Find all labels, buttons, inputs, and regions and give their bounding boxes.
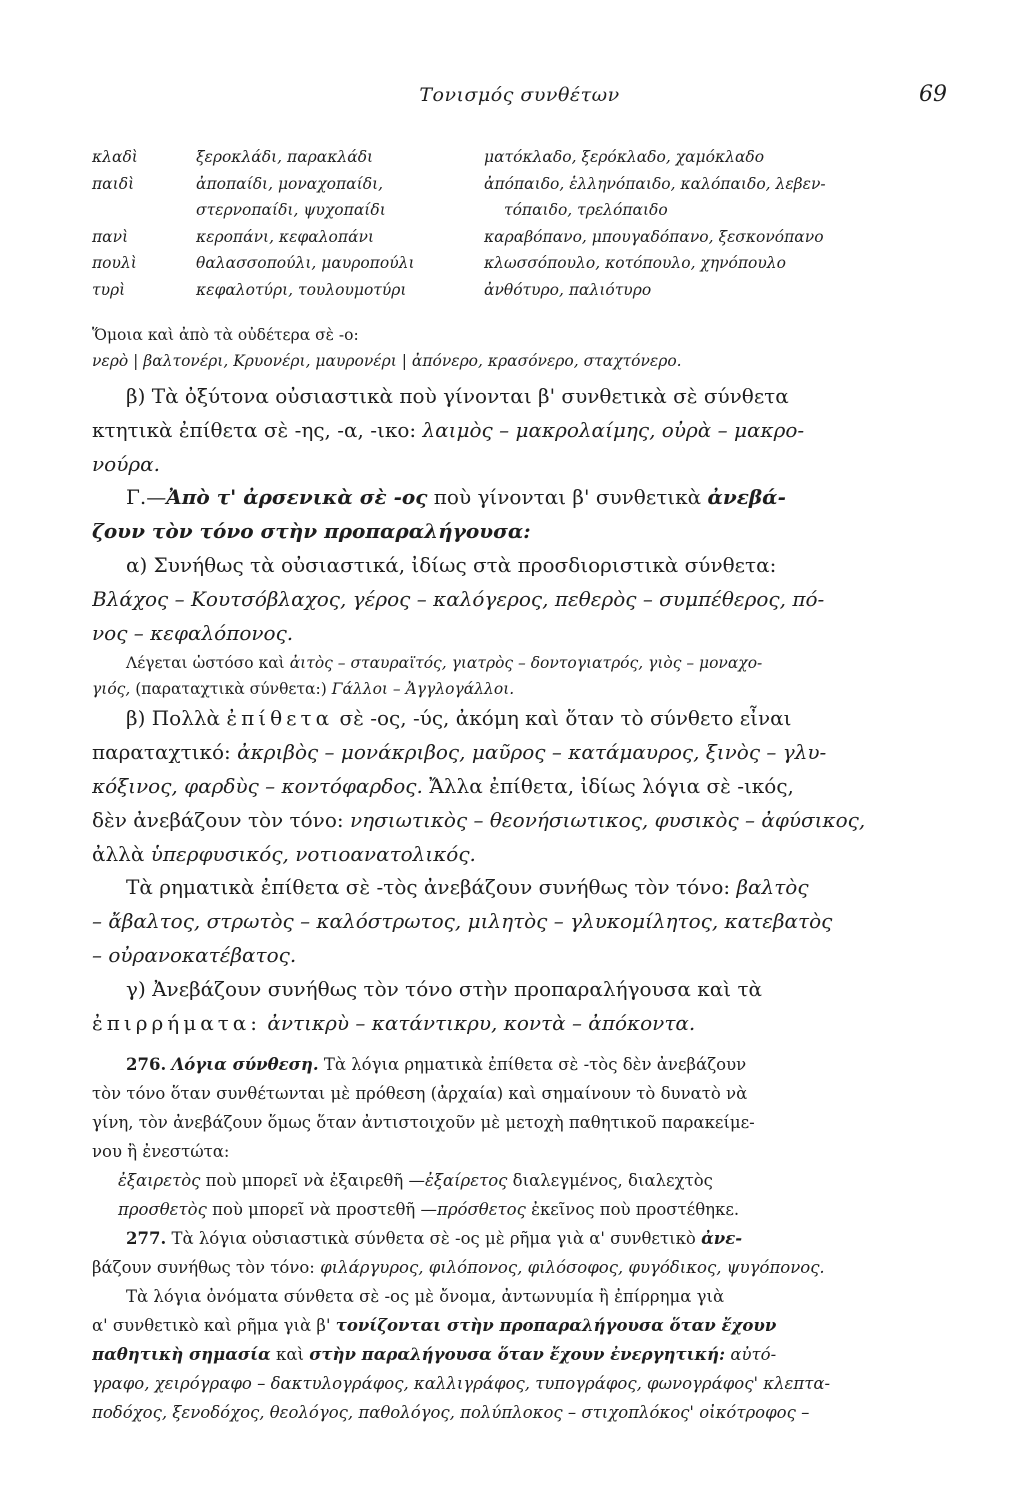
text-line: ἀλλὰ ὑπερφυσικός, νοτιοανατολικός. xyxy=(92,841,476,866)
text-line: ζουν τὸν τόνο στὴν προπαραλήγουσα: xyxy=(92,519,531,544)
compound-words: κεροπάνι, κεφαλοπάνι xyxy=(196,227,375,246)
text-line: – οὐρανοκατέβατος. xyxy=(92,942,297,967)
paroxytone-words: καραβόπανο, μπουγαδόπανο, ξεσκονόπανο xyxy=(484,227,824,246)
text-line: παθητικὴ σημασία καὶ στὴν παραλήγουσα ὅταν ἔχουν ἐνεργητική: αὐτό- xyxy=(92,1345,777,1365)
base-word: πουλὶ xyxy=(92,254,137,272)
text-line: γίνη, τὸν ἀνεβάζουν ὅμως ὅταν ἀντιστοιχοῦν μὲ μετοχὴ παθητικοῦ παρακείμε- xyxy=(92,1113,755,1133)
compound-words: θαλασσοπούλι, μαυροπούλι xyxy=(196,254,415,272)
table-row xyxy=(92,254,952,281)
text-line: νου ἢ ἐνεστώτα: xyxy=(92,1142,230,1162)
base-word: κλαδὶ xyxy=(92,148,138,166)
base-word: παιδὶ xyxy=(92,174,135,193)
text-line: α) Συνήθως τὰ οὐσιαστικά, ἰδίως στὰ προσδιοριστικὰ σύνθετα: xyxy=(126,552,777,577)
page-number: 69 xyxy=(919,82,947,107)
text-line: γραφο, χειρόγραφο – δακτυλογράφος, καλλιγράφος, τυπογράφος, φωνογράφος' κλεπτα- xyxy=(92,1374,831,1394)
text-line: Βλάχος – Κουτσόβλαχος, γέρος – καλόγερος, πεθερὸς – συμπέθερος, πό- xyxy=(92,586,825,611)
text-line: β) Τὰ ὀξύτονα οὐσιαστικὰ ποὺ γίνονται β' συνθετικὰ σὲ σύνθετα xyxy=(126,384,789,408)
table-row xyxy=(92,201,952,228)
text-line: δὲν ἀνεβάζουν τὸν τόνο: νησιωτικὸς – θεονήσιωτικος, φυσικὸς – ἀφύσικος, xyxy=(92,807,866,832)
table-row xyxy=(92,228,952,255)
paroxytone-words: ἀνθότυρο, παλιότυρο xyxy=(484,280,652,299)
paroxytone-words: κλωσσόπουλο, κοτόπουλο, χηνόπουλο xyxy=(484,254,786,272)
running-title: Τονισμός συνθέτων xyxy=(419,84,620,106)
text-line: ἐξαιρετὸς ποὺ μπορεῖ νὰ ἐξαιρεθῆ —ἐξαίρετος διαλεγμένος, διαλεχτὸς xyxy=(118,1171,713,1191)
text-line: α' συνθετικὸ καὶ ρῆμα γιὰ β' τονίζονται στὴν προπαραλήγουσα ὅταν ἔχουν xyxy=(92,1316,777,1336)
base-word: τυρὶ xyxy=(92,280,126,299)
text-line: β) Πολλὰ ἐπίθετα σὲ -ος, -ύς, ἀκόμη καὶ ὅταν τὸ σύνθετο εἶναι xyxy=(126,706,792,731)
section-276: 276. Λόγια σύνθεση. Τὰ λόγια ρηματικὰ ἐπίθετα σὲ -τὸς δὲν ἀνεβάζουν xyxy=(126,1055,747,1075)
text-line: παραταχτικό: ἀκριβὸς – μονάκριβος, μαῦρος – κατάμαυρος, ξινὸς – γλυ- xyxy=(92,740,827,765)
table-row xyxy=(92,148,952,175)
text-line: νούρα. xyxy=(92,451,160,476)
section-277: 277. Τὰ λόγια οὐσιαστικὰ σύνθετα σὲ -ος μὲ ρῆμα γιὰ α' συνθετικὸ ἀνε- xyxy=(126,1229,743,1249)
text-line: Τὰ ρηματικὰ ἐπίθετα σὲ -τὸς ἀνεβάζουν συνήθως τὸν τόνο: βαλτὸς xyxy=(126,875,809,900)
body-text xyxy=(92,322,952,1427)
section-heading: Γ.—Ἀπὸ τ' ἀρσενικὰ σὲ -ος ποὺ γίνονται β' συνθετικὰ ἀνεβά- xyxy=(126,485,786,510)
compound-words: κεφαλοτύρι, τουλουμοτύρι xyxy=(196,280,407,299)
text-line: τὸν τόνο ὅταν συνθέτωνται μὲ πρόθεση (ἀρχαία) καὶ σημαίνουν τὸ δυνατὸ νὰ xyxy=(92,1084,748,1104)
text-line: προσθετὸς ποὺ μπορεῖ νὰ προστεθῆ —πρόσθετος ἐκεῖνος ποὺ προστέθηκε. xyxy=(118,1200,740,1220)
text-line: Ὅμοια καὶ ἀπὸ τὰ οὐδέτερα σὲ -ο: xyxy=(92,326,359,344)
text-line: ποδόχος, ξενοδόχος, θεολόγος, παθολόγος, πολύπλοκος – στιχοπλόκος' οἰκότροφος – xyxy=(92,1403,810,1423)
page-header xyxy=(92,84,947,118)
paroxytone-words: ματόκλαδο, ξερόκλαδο, χαμόκλαδο xyxy=(484,148,765,166)
text-line: νερὸ | βαλτονέρι, Κρυονέρι, μαυρονέρι | ἀπόνερο, κρασόνερο, σταχτόνερο. xyxy=(92,352,682,370)
compound-word-table xyxy=(92,148,952,307)
compound-words: στερνοπαίδι, ψυχοπαίδι xyxy=(196,201,386,219)
table-row xyxy=(92,175,952,202)
text-line: νος – κεφαλόπονος. xyxy=(92,620,294,645)
text-line: – ἄβαλτος, στρωτὸς – καλόστρωτος, μιλητὸς – γλυκομίλητος, κατεβατὸς xyxy=(92,909,833,934)
text-line: ἐπιρρήματα: ἀντικρὺ – κατάντικρυ, κοντὰ – ἀπόκοντα. xyxy=(92,1010,696,1035)
text-line: κτητικὰ ἐπίθετα σὲ -ης, -α, -ικο: λαιμὸς – μακρολαίμης, οὐρὰ – μακρο- xyxy=(92,417,805,442)
compound-words: ἀποπαίδι, μοναχοπαίδι, xyxy=(196,174,384,193)
table-row xyxy=(92,281,952,308)
text-line: βάζουν συνήθως τὸν τόνο: φιλάργυρος, φιλόπονος, φιλόσοφος, φυγόδικος, ψυγόπονος. xyxy=(92,1258,825,1278)
paroxytone-words: τόπαιδο, τρελόπαιδο xyxy=(504,201,668,219)
text-line: Λέγεται ὡστόσο καὶ ἀιτὸς – σταυραϊτός, γιατρὸς – δοντογιατρός, γιὸς – μοναχο- xyxy=(126,654,763,673)
text-line: γιός, (παραταχτικὰ σύνθετα:) Γάλλοι – Ἀγγλογάλλοι. xyxy=(92,680,515,699)
text-line: Τὰ λόγια ὀνόματα σύνθετα σὲ -ος μὲ ὄνομα, ἀντωνυμία ἢ ἐπίρρημα γιὰ xyxy=(126,1287,725,1307)
compound-words: ξεροκλάδι, παρακλάδι xyxy=(196,148,374,166)
paroxytone-words: ἀπόπαιδο, ἑλληνόπαιδο, καλόπαιδο, λεβεν- xyxy=(484,174,826,193)
text-line: κόξινος, φαρδὺς – κοντόφαρδος. Ἄλλα ἐπίθετα, ἰδίως λόγια σὲ -ικός, xyxy=(92,773,794,798)
text-line: γ) Ἀνεβάζουν συνήθως τὸν τόνο στὴν προπαραλήγουσα καὶ τὰ xyxy=(126,976,763,1001)
base-word: πανὶ xyxy=(92,227,129,246)
